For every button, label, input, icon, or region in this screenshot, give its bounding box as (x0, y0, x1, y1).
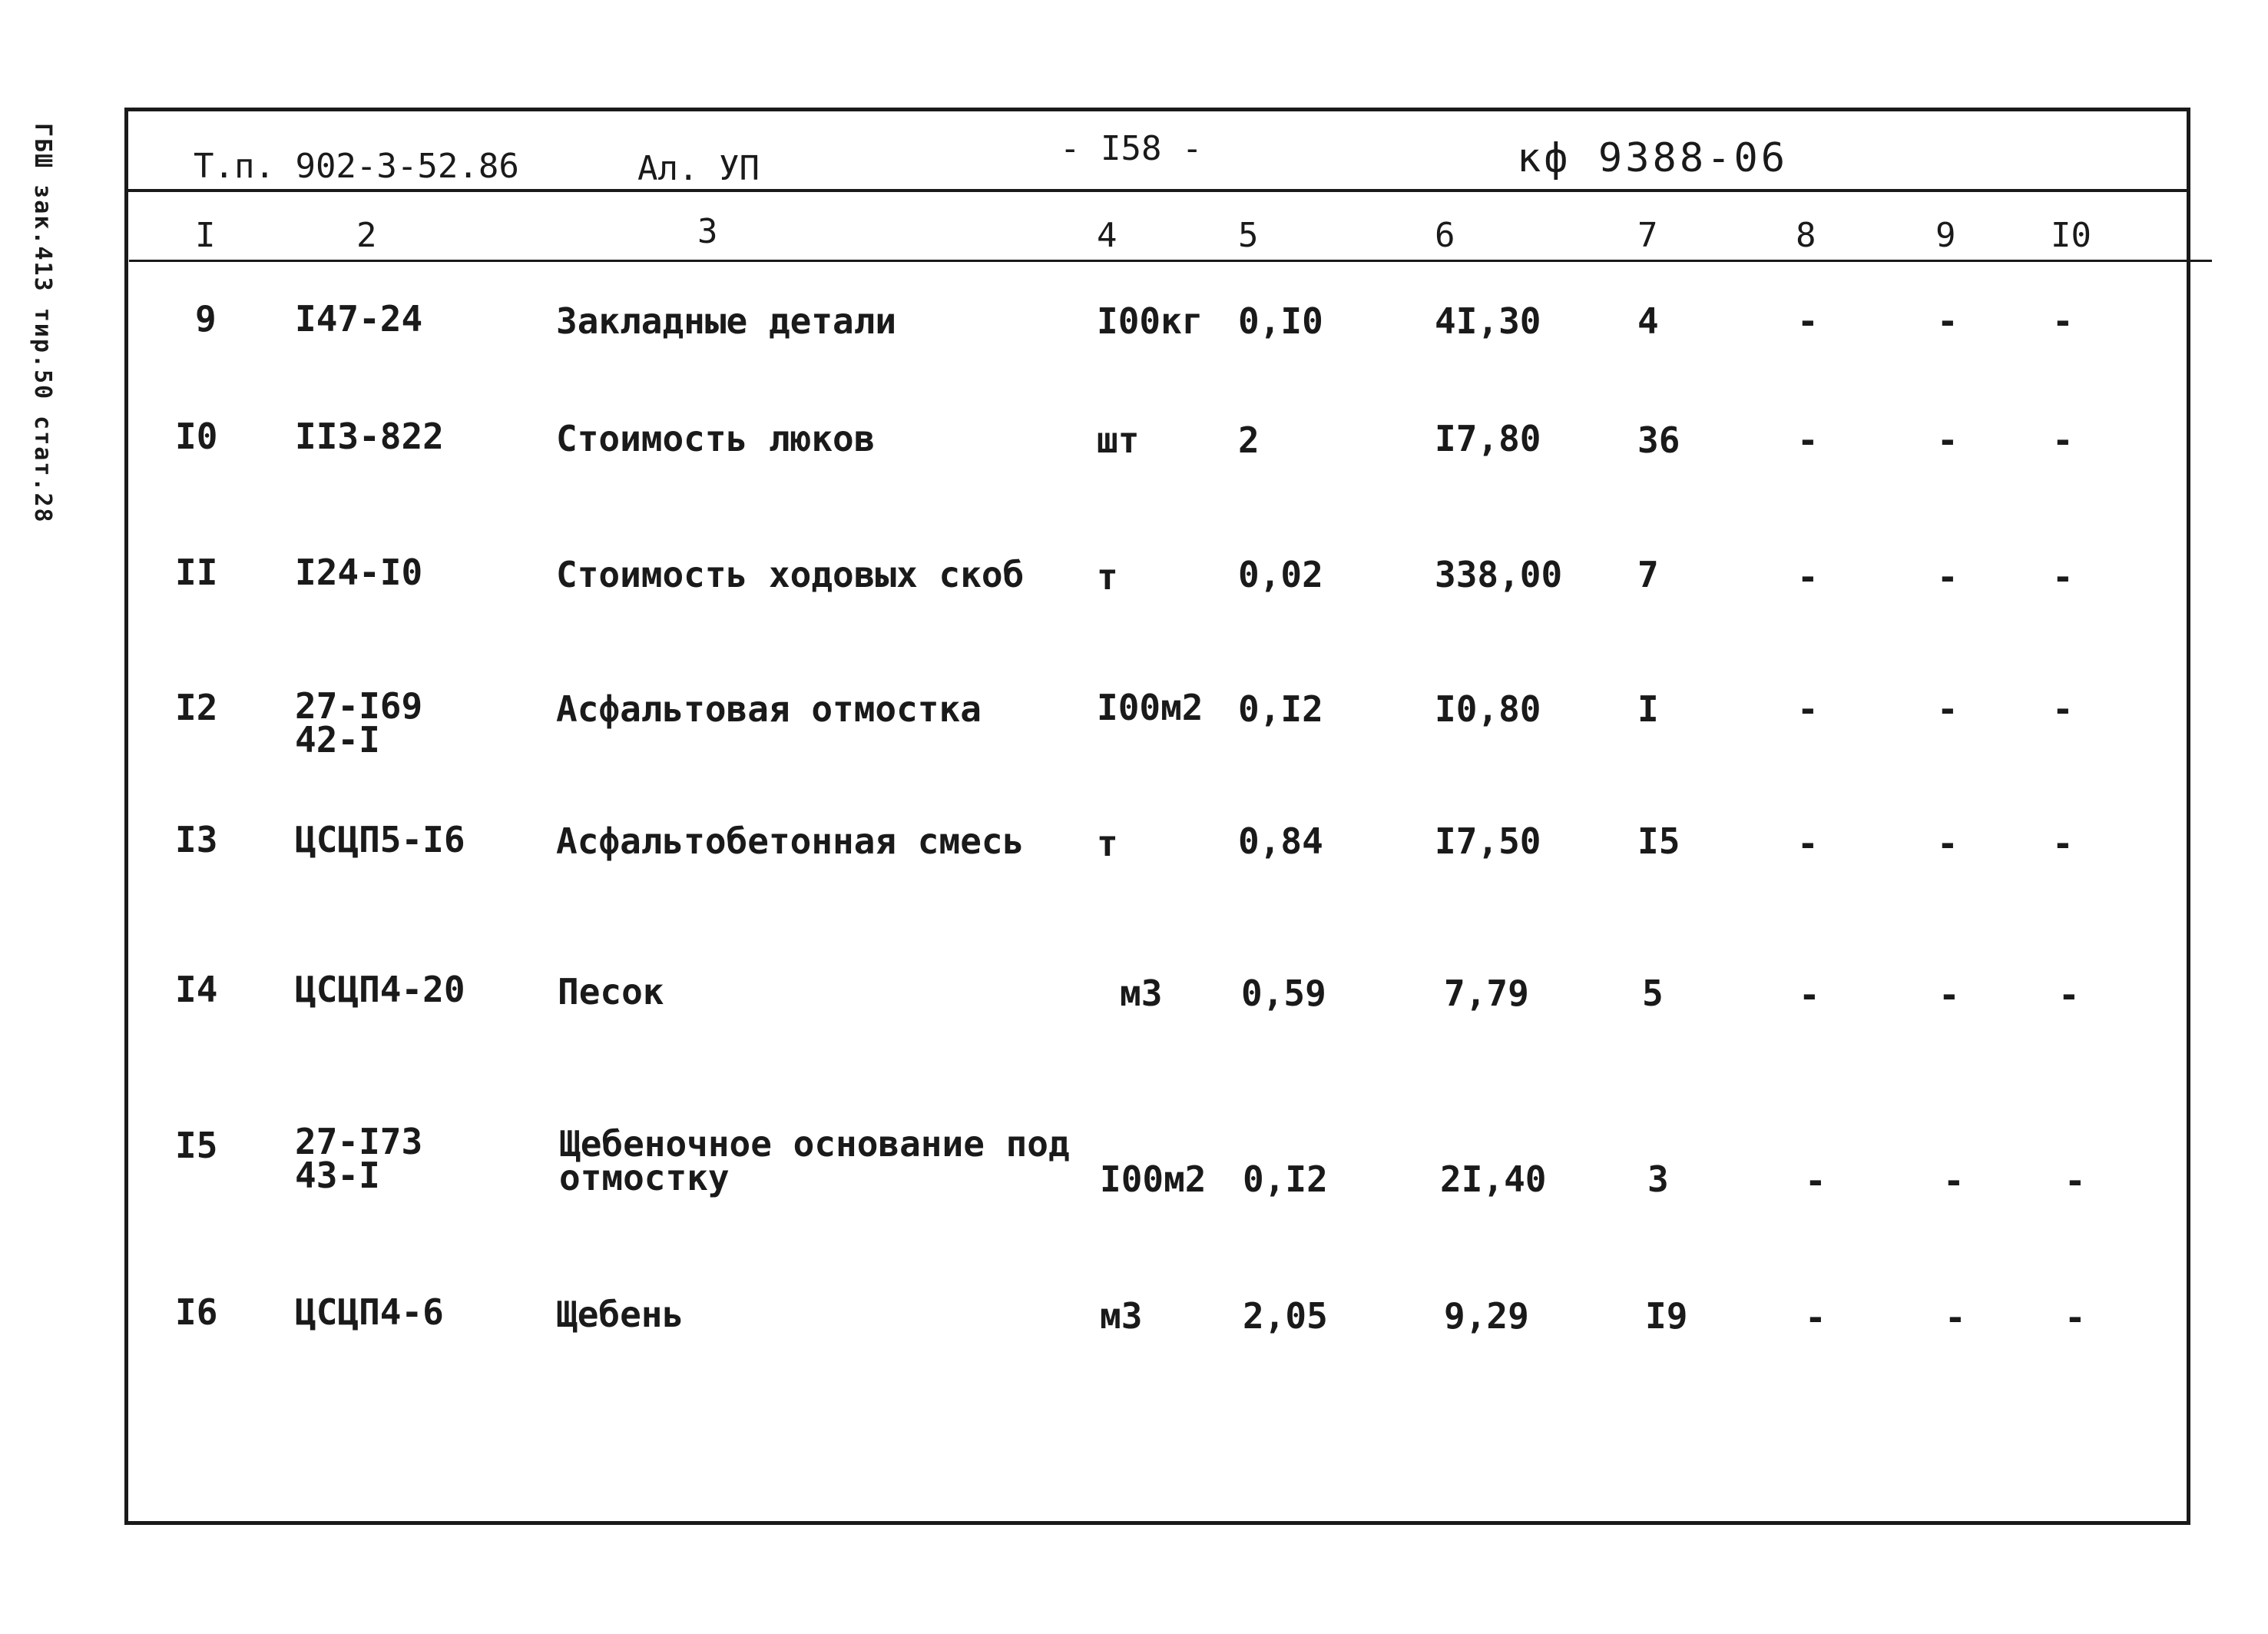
row-quantity: 0,I2 (1238, 688, 1323, 730)
column-header-5: 5 (1238, 216, 1259, 255)
row-total: 7 (1637, 554, 1659, 595)
row-name: Асфальтобетонная смесь (556, 820, 1025, 862)
row-unit: т (1097, 556, 1118, 598)
row-name: Закладные детали (556, 300, 897, 342)
row-price: 4I,30 (1435, 300, 1541, 342)
row-col8: - (1805, 1160, 1826, 1201)
row-col9: - (1937, 823, 1958, 864)
row-code: 27-I69 42-I (295, 685, 423, 761)
row-col9: - (1939, 974, 1960, 1016)
row-col9: - (1937, 688, 1958, 730)
row-code: ЦСЦП4-20 (295, 969, 465, 1010)
column-header-6: 6 (1435, 216, 1455, 255)
row-unit: I00м2 (1100, 1158, 1207, 1200)
page-number: - I58 - (1060, 129, 1203, 168)
row-col8: - (1797, 556, 1819, 598)
row-col9: - (1937, 300, 1958, 342)
column-header-7: 7 (1637, 216, 1658, 255)
row-total: I5 (1637, 820, 1680, 862)
row-price: 9,29 (1444, 1295, 1529, 1337)
row-quantity: 0,59 (1241, 973, 1326, 1014)
row-quantity: 0,I0 (1238, 300, 1323, 342)
row-number: II (175, 552, 218, 593)
side-note: ГБШ зак.413 тир.50 стат.28 (29, 123, 56, 524)
row-code: I47-24 (295, 298, 423, 340)
row-quantity: 0,I2 (1243, 1158, 1328, 1200)
row-number: 9 (195, 298, 217, 340)
row-total: 5 (1642, 973, 1664, 1014)
row-price: 7,79 (1444, 973, 1529, 1014)
row-unit: т (1097, 823, 1118, 864)
row-quantity: 2,05 (1243, 1295, 1328, 1337)
row-price: 338,00 (1435, 554, 1563, 595)
row-col8: - (1797, 300, 1819, 342)
row-quantity: 0,84 (1238, 820, 1323, 862)
row-unit: I00м2 (1097, 687, 1204, 728)
row-col10: - (2052, 300, 2074, 342)
row-col8: - (1797, 823, 1819, 864)
row-code: II3-822 (295, 416, 444, 457)
row-col9: - (1937, 419, 1958, 461)
row-quantity: 2 (1238, 419, 1260, 461)
row-col10: - (2052, 556, 2074, 598)
column-header-2: 2 (356, 216, 377, 255)
row-col9: - (1945, 1297, 1966, 1338)
row-name: Стоимость люков (556, 418, 876, 459)
column-header-3: 3 (697, 212, 718, 251)
row-col8: - (1797, 688, 1819, 730)
row-col9: - (1937, 556, 1958, 598)
column-header-9: 9 (1935, 216, 1956, 255)
row-price: I0,80 (1435, 688, 1541, 730)
row-code: 27-I73 43-I (295, 1121, 423, 1196)
row-col10: - (2058, 974, 2080, 1016)
row-code: I24-I0 (295, 552, 423, 593)
row-col10: - (2064, 1297, 2086, 1338)
row-col8: - (1799, 974, 1820, 1016)
row-col10: - (2052, 688, 2074, 730)
row-col8: - (1805, 1297, 1826, 1338)
row-price: I7,50 (1435, 820, 1541, 862)
column-header-divider (129, 260, 2212, 262)
column-header-10: I0 (2051, 216, 2091, 255)
row-number: I0 (175, 416, 218, 457)
row-col9: - (1943, 1160, 1965, 1201)
project-number: Т.п. 902-3-52.86 (194, 147, 519, 186)
row-name: Песок (558, 971, 664, 1013)
row-col10: - (2052, 419, 2074, 461)
row-name: Асфальтовая отмостка (556, 688, 982, 730)
row-number: I3 (175, 819, 218, 860)
row-col8: - (1797, 419, 1819, 461)
row-total: 36 (1637, 419, 1680, 461)
row-unit: м3 (1120, 973, 1163, 1014)
row-total: I9 (1645, 1295, 1688, 1337)
row-col10: - (2064, 1160, 2086, 1201)
row-number: I2 (175, 687, 218, 728)
row-col10: - (2052, 823, 2074, 864)
document-stamp: кф 9388-06 (1517, 135, 1789, 181)
header-divider (124, 189, 2190, 192)
column-header-4: 4 (1097, 216, 1117, 255)
row-code: ЦСЦП5-I6 (295, 819, 465, 860)
album-number: Ал. УП (637, 149, 760, 188)
row-name: Стоимость ходовых скоб (556, 554, 1025, 595)
row-total: I (1637, 688, 1659, 730)
row-quantity: 0,02 (1238, 554, 1323, 595)
row-price: I7,80 (1435, 418, 1541, 459)
row-unit: шт (1097, 419, 1140, 461)
row-code: ЦСЦП4-6 (295, 1291, 444, 1333)
row-total: 4 (1637, 300, 1659, 342)
row-total: 3 (1647, 1158, 1669, 1200)
row-unit: I00кг (1097, 300, 1204, 342)
column-header-1: I (195, 216, 216, 255)
row-name: Щебеночное основание под отмостку (559, 1123, 1070, 1198)
row-number: I6 (175, 1291, 218, 1333)
row-name: Щебень (556, 1294, 684, 1335)
column-header-8: 8 (1796, 216, 1816, 255)
row-unit: м3 (1100, 1295, 1143, 1337)
row-price: 2I,40 (1440, 1158, 1547, 1200)
row-number: I5 (175, 1125, 218, 1166)
row-number: I4 (175, 969, 218, 1010)
